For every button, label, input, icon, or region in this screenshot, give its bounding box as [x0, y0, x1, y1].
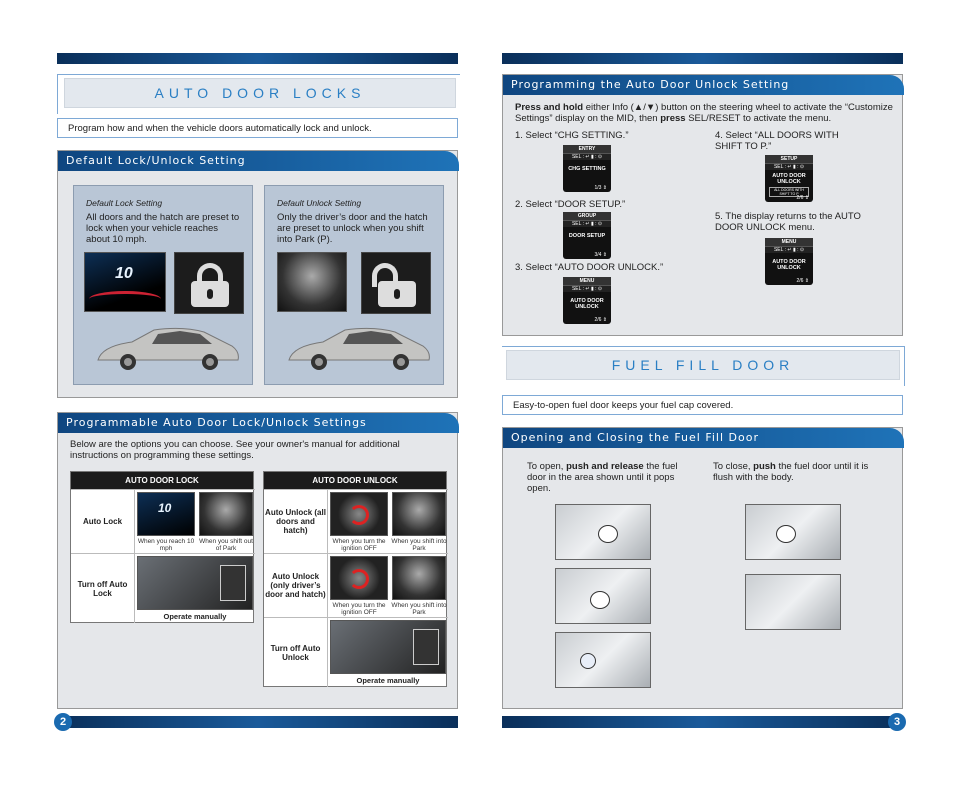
- caption: When you turn the ignition OFF: [332, 602, 386, 616]
- section-description: Program how and when the vehicle doors automatically lock and unlock.: [57, 118, 458, 138]
- table-header: AUTO DOOR UNLOCK: [264, 472, 446, 489]
- section-heading: Opening and Closing the Fuel Fill Door: [503, 428, 904, 448]
- arrow-icon: [349, 505, 369, 525]
- card-body: Only the driver’s door and the hatch are preset to unlock when you shift into Park (P).: [277, 212, 428, 245]
- step-1: 1. Select “CHG SETTING.”: [515, 130, 629, 141]
- default-setting-panel: [57, 150, 458, 398]
- instruction-bold: Press and hold: [515, 102, 584, 113]
- mid-screen-4: SETUP SEL : ↵ ▮ : ⊙ AUTO DOOR UNLOCK ALL DOORS WITH SHIFT TO P 2/6 ⇕: [765, 155, 813, 202]
- page-number: 2: [54, 713, 72, 731]
- row-label: Auto Lock: [71, 490, 135, 553]
- instruction-bold: press: [660, 113, 686, 124]
- page-number: 3: [888, 713, 906, 731]
- table-row: [264, 489, 448, 553]
- section-heading: Default Lock/Unlock Setting: [58, 151, 459, 171]
- mid-screen-2: GROUP SEL : ↵ ▮ : ⊙ DOOR SETUP 3/4 ⇕: [563, 212, 611, 259]
- shifter-photo: [392, 492, 446, 536]
- page-title: AUTO DOOR LOCKS: [64, 78, 456, 108]
- caption: When you shift into Park: [391, 602, 447, 616]
- table-row: [264, 553, 448, 617]
- fuel-door-photo-1: [555, 504, 651, 560]
- row-label: Turn off Auto Lock: [71, 554, 135, 623]
- open-instructions: To open, push and release the fuel door in the area shown until it pops open.: [527, 461, 678, 494]
- row-label: Auto Unlock (only driver’s door and hatch): [264, 554, 328, 617]
- table-row: [264, 617, 448, 687]
- ignition-photo: [330, 556, 388, 600]
- speed-readout: 10: [115, 265, 133, 282]
- row-label: Auto Unlock (all doors and hatch): [264, 490, 328, 553]
- door-lock-switch-photo: [330, 620, 446, 674]
- arrow-icon: [776, 525, 796, 543]
- bottom-bar: [502, 716, 903, 728]
- step-3: 3. Select “AUTO DOOR UNLOCK.”: [515, 262, 664, 273]
- fuel-door-photo-5: [745, 574, 841, 630]
- ignition-photo: [330, 492, 388, 536]
- mid-screen-1: ENTRY SEL : ↵ ▮ : ⊙ CHG SETTING 1/3 ⇕: [563, 145, 611, 192]
- mid-screen-5: MENU SEL : ↵ ▮ : ⊙ AUTO DOOR UNLOCK 2/6 ⇕: [765, 238, 813, 285]
- step-4: 4. Select “ALL DOORS WITH SHIFT TO P.”: [715, 130, 839, 152]
- lock-icon: [174, 252, 244, 314]
- auto-door-lock-table: [70, 471, 254, 623]
- section-description: Easy-to-open fuel door keeps your fuel cap covered.: [502, 395, 903, 415]
- section-intro: Below are the options you can choose. See your owner's manual for additional instructions on programming these settings.: [70, 439, 400, 461]
- unlock-icon: [361, 252, 431, 314]
- car-image: [92, 322, 242, 372]
- arrow-icon: [590, 591, 610, 609]
- right-page: [480, 0, 960, 787]
- auto-door-unlock-table: [263, 471, 447, 687]
- speedometer-photo: [137, 492, 195, 536]
- arrow-icon: [598, 525, 618, 543]
- caption: When you shift into Park: [391, 538, 447, 552]
- instruction-text: SEL/RESET to activate the menu.: [685, 113, 832, 124]
- table-row: [71, 553, 255, 623]
- speed-readout: 10: [158, 501, 172, 515]
- arrow-icon: [349, 569, 369, 589]
- instructions: [515, 102, 895, 124]
- step-5: 5. The display returns to the AUTO DOOR UNLOCK menu.: [715, 211, 861, 233]
- table-row: [71, 489, 255, 553]
- top-bar: [57, 53, 458, 64]
- shifter-photo: [392, 556, 446, 600]
- car-image: [283, 322, 433, 372]
- card-title: Default Lock Setting: [86, 198, 163, 208]
- fuel-door-photo-4: [745, 504, 841, 560]
- step-2: 2. Select “DOOR SETUP.”: [515, 199, 626, 210]
- caption: Operate manually: [356, 676, 420, 685]
- caption: When you shift out of Park: [199, 538, 253, 552]
- speed-arc: [89, 291, 161, 307]
- card-title: Default Unlock Setting: [277, 198, 362, 208]
- section-heading: Programming the Auto Door Unlock Setting: [503, 75, 904, 95]
- default-unlock-card: [264, 185, 444, 385]
- section-heading: Programmable Auto Door Lock/Unlock Settings: [58, 413, 459, 433]
- programming-panel: [502, 74, 903, 336]
- caption: When you turn the ignition OFF: [332, 538, 386, 552]
- shifter-photo: [277, 252, 347, 312]
- instruction-text: either Info (▲/▼) button on the steering wheel to activate the “Customize Settings” display on the MID, then: [515, 102, 893, 124]
- row-label: Turn off Auto Unlock: [264, 618, 328, 687]
- programmable-settings-panel: [57, 412, 458, 709]
- door-lock-switch-photo: [137, 556, 253, 610]
- close-instructions: To close, push the fuel door until it is flush with the body.: [713, 461, 869, 483]
- bottom-bar: [57, 716, 458, 728]
- card-body: All doors and the hatch are preset to lock when your vehicle reaches about 10 mph.: [86, 212, 240, 245]
- speedometer-photo: [84, 252, 166, 312]
- fuel-door-photo-2: [555, 568, 651, 624]
- fuel-cap-icon: [580, 653, 596, 669]
- mid-screen-3: MENU SEL : ↵ ▮ : ⊙ AUTO DOOR UNLOCK 2/6 ⇕: [563, 277, 611, 324]
- default-lock-card: [73, 185, 253, 385]
- table-header: AUTO DOOR LOCK: [71, 472, 253, 489]
- section-title: FUEL FILL DOOR: [506, 350, 900, 380]
- top-bar: [502, 53, 903, 64]
- switch-icon: [413, 629, 439, 665]
- caption: Operate manually: [163, 612, 227, 621]
- fuel-door-photo-3: [555, 632, 651, 688]
- shifter-photo: [199, 492, 253, 536]
- switch-icon: [220, 565, 246, 601]
- caption: When you reach 10 mph: [137, 538, 195, 552]
- fuel-door-panel: [502, 427, 903, 709]
